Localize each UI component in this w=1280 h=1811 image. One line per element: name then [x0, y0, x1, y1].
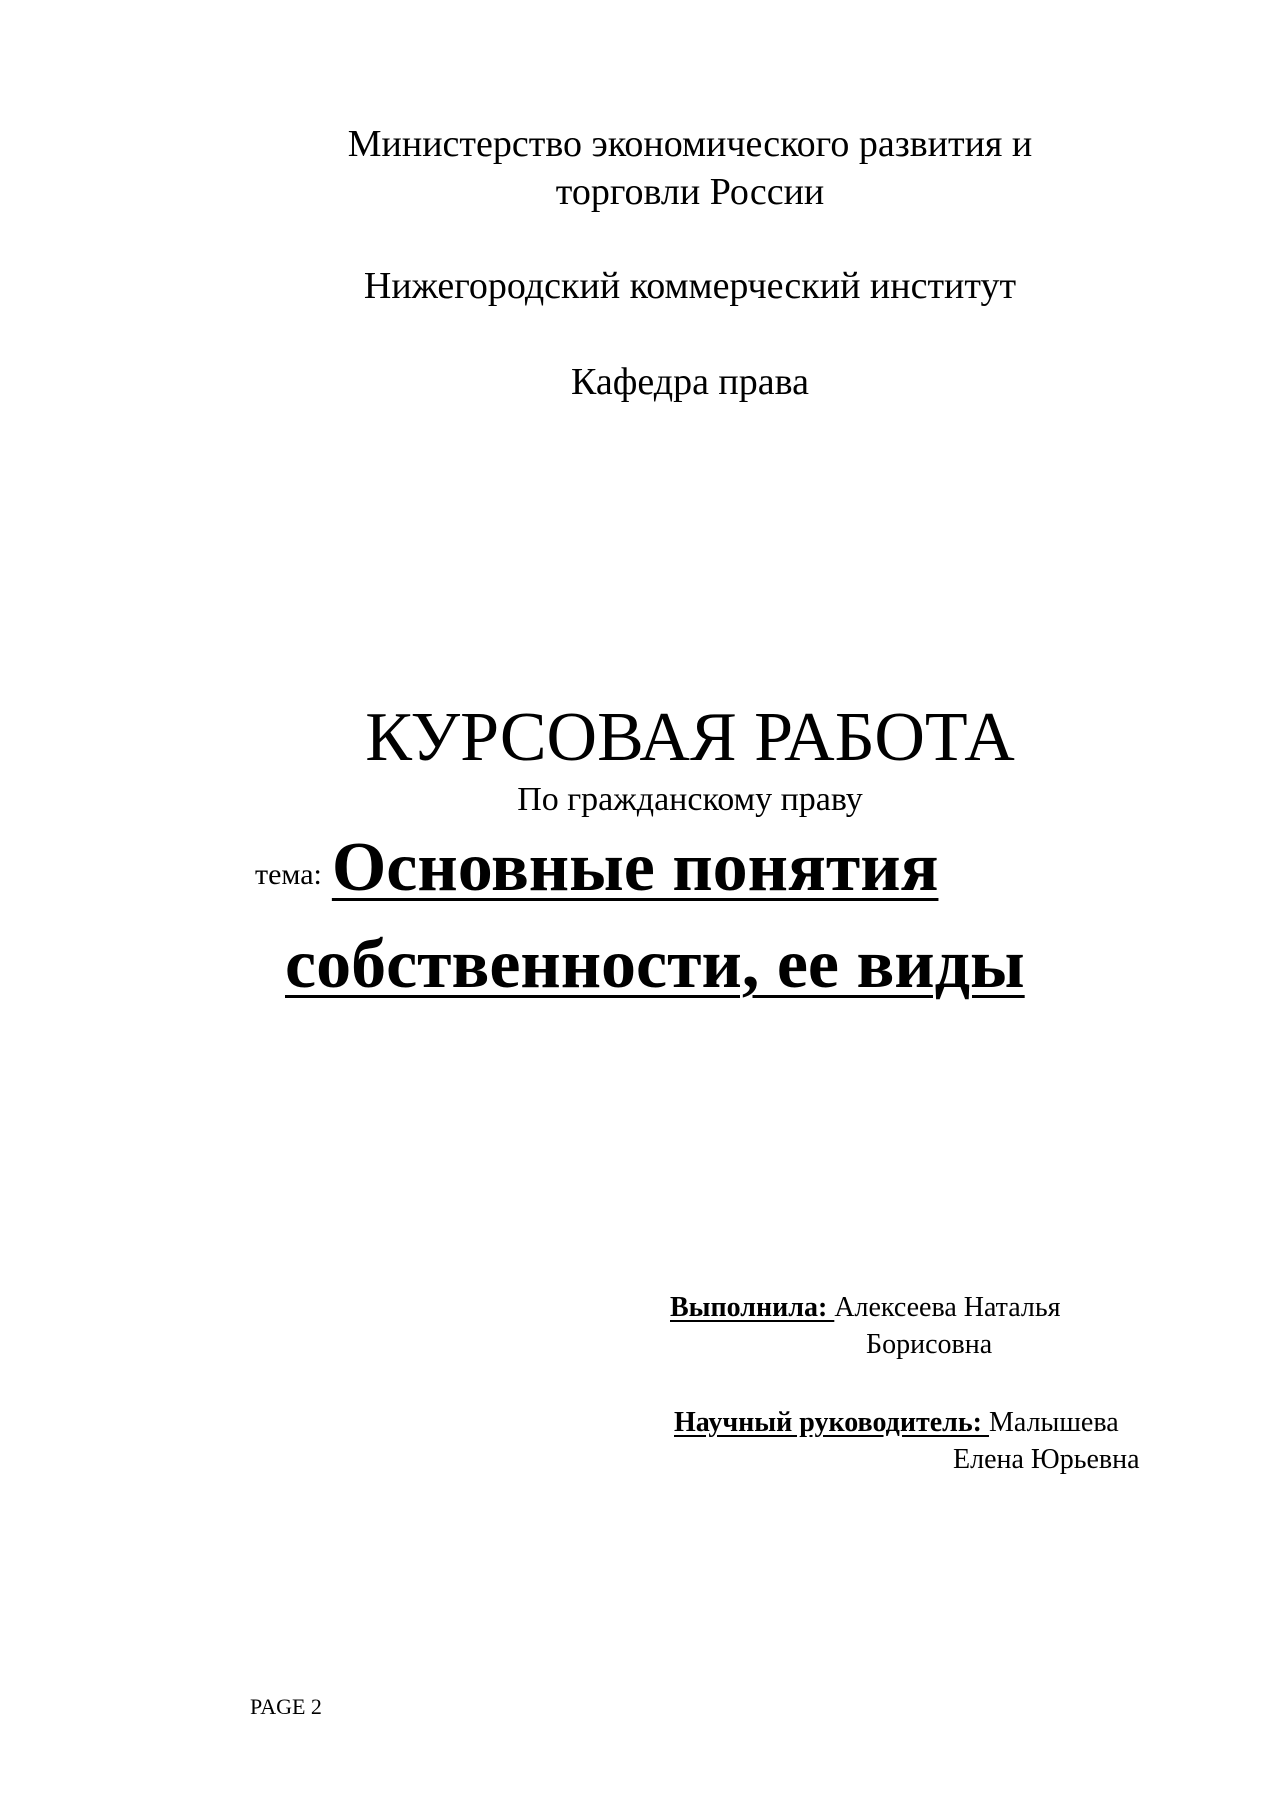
department-name: Кафедра права: [571, 361, 809, 403]
theme-title-part-2: собственности, ее виды: [285, 926, 1025, 1003]
author-line-1: [670, 1290, 1061, 1326]
advisor-label: Научный руководитель:: [674, 1407, 989, 1438]
page-number-footer: PAGE 2: [250, 1694, 322, 1719]
author-label: Выполнила:: [670, 1292, 835, 1323]
author-name-2: Борисовна: [866, 1329, 993, 1360]
theme-line-1: [255, 828, 938, 908]
ministry-line-1: Министерство экономического развития и: [347, 123, 1033, 165]
advisor-name-2: Елена Юрьевна: [953, 1444, 1140, 1475]
institute-name: Нижегородский коммерческий институт: [363, 265, 1017, 307]
advisor-name-1: Малышева: [989, 1407, 1119, 1438]
work-type-heading: КУРСОВАЯ РАБОТА: [365, 699, 1015, 776]
ministry-line-2: торговли России: [555, 171, 825, 213]
subject-line: По гражданскому праву: [517, 781, 863, 818]
advisor-line-1: [674, 1405, 1119, 1441]
author-name-1: Алексеева Наталья: [834, 1292, 1061, 1323]
ministry-name: [240, 120, 1140, 216]
theme-label: тема:: [255, 858, 322, 891]
theme-title-part-1: Основные понятия: [331, 829, 939, 906]
